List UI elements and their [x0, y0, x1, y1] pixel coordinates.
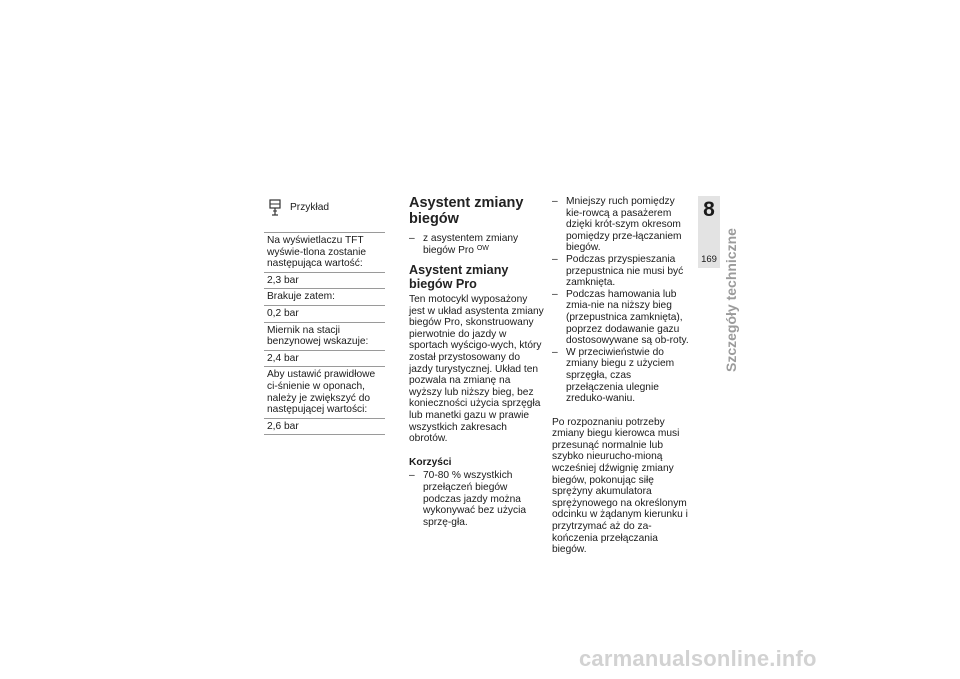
example-row-value: 0,2 bar: [267, 307, 299, 319]
list-item-text: 70-80 % wszystkich przełączeń biegów podczas jazdy można wykonywać bez użycia sprzę-gła.: [423, 470, 527, 528]
example-row: [264, 306, 385, 323]
body-paragraph: Ten motocykl wyposażony jest w układ asystenta zmiany biegów Pro, skonstruowany pierwotnie do jazdy w sportach wyścigo-wych, który został przystosowany do jazdy turystycznej. Układ ten pozwala na zmianę na wyższy lub niższy bieg, bez konieczności użycia sprzęgła lub manetki gazu w prawie wszystkich zakresach obrotów.: [409, 294, 544, 445]
list-item-text: W przeciwieństwie do zmiany biegu z użyciem sprzęgła, czas przełączenia ulegnie zreduko-waniu.: [566, 346, 675, 405]
example-row-text: Miernik na stacji benzynowej wskazuje:: [267, 324, 369, 348]
example-header: [264, 198, 385, 233]
option-code: OW: [476, 244, 489, 252]
dash-mark: –: [552, 288, 558, 300]
chapter-number: 8: [703, 198, 715, 221]
example-row-value: 2,4 bar: [267, 352, 299, 364]
example-row: [264, 351, 385, 368]
option-line: [409, 233, 544, 256]
list-item: [552, 254, 689, 289]
page-number: 169: [701, 254, 717, 265]
example-row-value: 2,6 bar: [267, 420, 299, 432]
example-row: [264, 419, 385, 436]
watermark: carmanualsonline.info: [579, 646, 817, 671]
dash-mark: –: [552, 253, 558, 265]
list-item: [552, 196, 689, 254]
example-label: Przykład: [290, 202, 330, 213]
dash-mark: –: [552, 346, 558, 358]
tire-pressure-icon: [268, 198, 282, 218]
closing-paragraph: Po rozpoznaniu potrzeby zmiany biegu kierowca musi przesunąć normalnie lub szybko nieurucho-mioną wcześniej dźwignię zmiany biegów, pokonując siłę sprężyny akumulatora sprężynowego na określonym odcinku w żądanym kierunku i przytrzymać aż do za-kończenia przełączania biegów.: [552, 416, 688, 556]
example-row-value: 2,3 bar: [267, 274, 299, 286]
middle-column: [409, 196, 544, 528]
subsection-heading: Asystent zmiany biegów Pro: [409, 263, 509, 291]
example-row-text: Na wyświetlaczu TFT wyświe-tlona zostanie następująca wartość:: [267, 235, 367, 270]
dash-mark: –: [409, 233, 415, 244]
dash-mark: –: [409, 470, 415, 482]
example-row: [264, 233, 385, 273]
list-item-text: Mniejszy ruch pomiędzy kie-rowcą a pasażerem dzięki krót-szym okresom pomiędzy prze-łączaniem biegów.: [566, 196, 682, 254]
list-item-text: Podczas przyspieszania przepustnica nie musi być zamknięta.: [566, 253, 684, 289]
example-row-text: Aby ustawić prawidłowe ci-śnienie w oponach, należy je zwiększyć do następującej wartości:: [267, 369, 376, 416]
chapter-tab: [698, 196, 720, 268]
chapter-title: Szczegóły techniczne: [723, 228, 739, 372]
example-row-text: Brakuje zatem:: [267, 291, 335, 303]
dash-mark: –: [552, 196, 558, 207]
right-column: [552, 196, 689, 556]
list-item-text: Podczas hamowania lub zmia-nie na niższy bieg (przepustnica zamknięta), poprzez dodawanie gazu dostosowywane są ob-roty.: [566, 288, 689, 347]
benefits-heading: Korzyści: [409, 456, 452, 468]
list-item: [552, 347, 689, 405]
list-item: [409, 470, 544, 528]
example-table: [264, 198, 385, 435]
option-prefix: z asystentem zmiany biegów Pro: [423, 233, 519, 256]
example-row: [264, 367, 385, 418]
example-row: [264, 323, 385, 351]
example-row: [264, 289, 385, 306]
list-item: [552, 289, 689, 347]
spacer: [552, 405, 689, 417]
section-heading: Asystent zmiany biegów: [409, 195, 524, 227]
example-row: [264, 273, 385, 290]
